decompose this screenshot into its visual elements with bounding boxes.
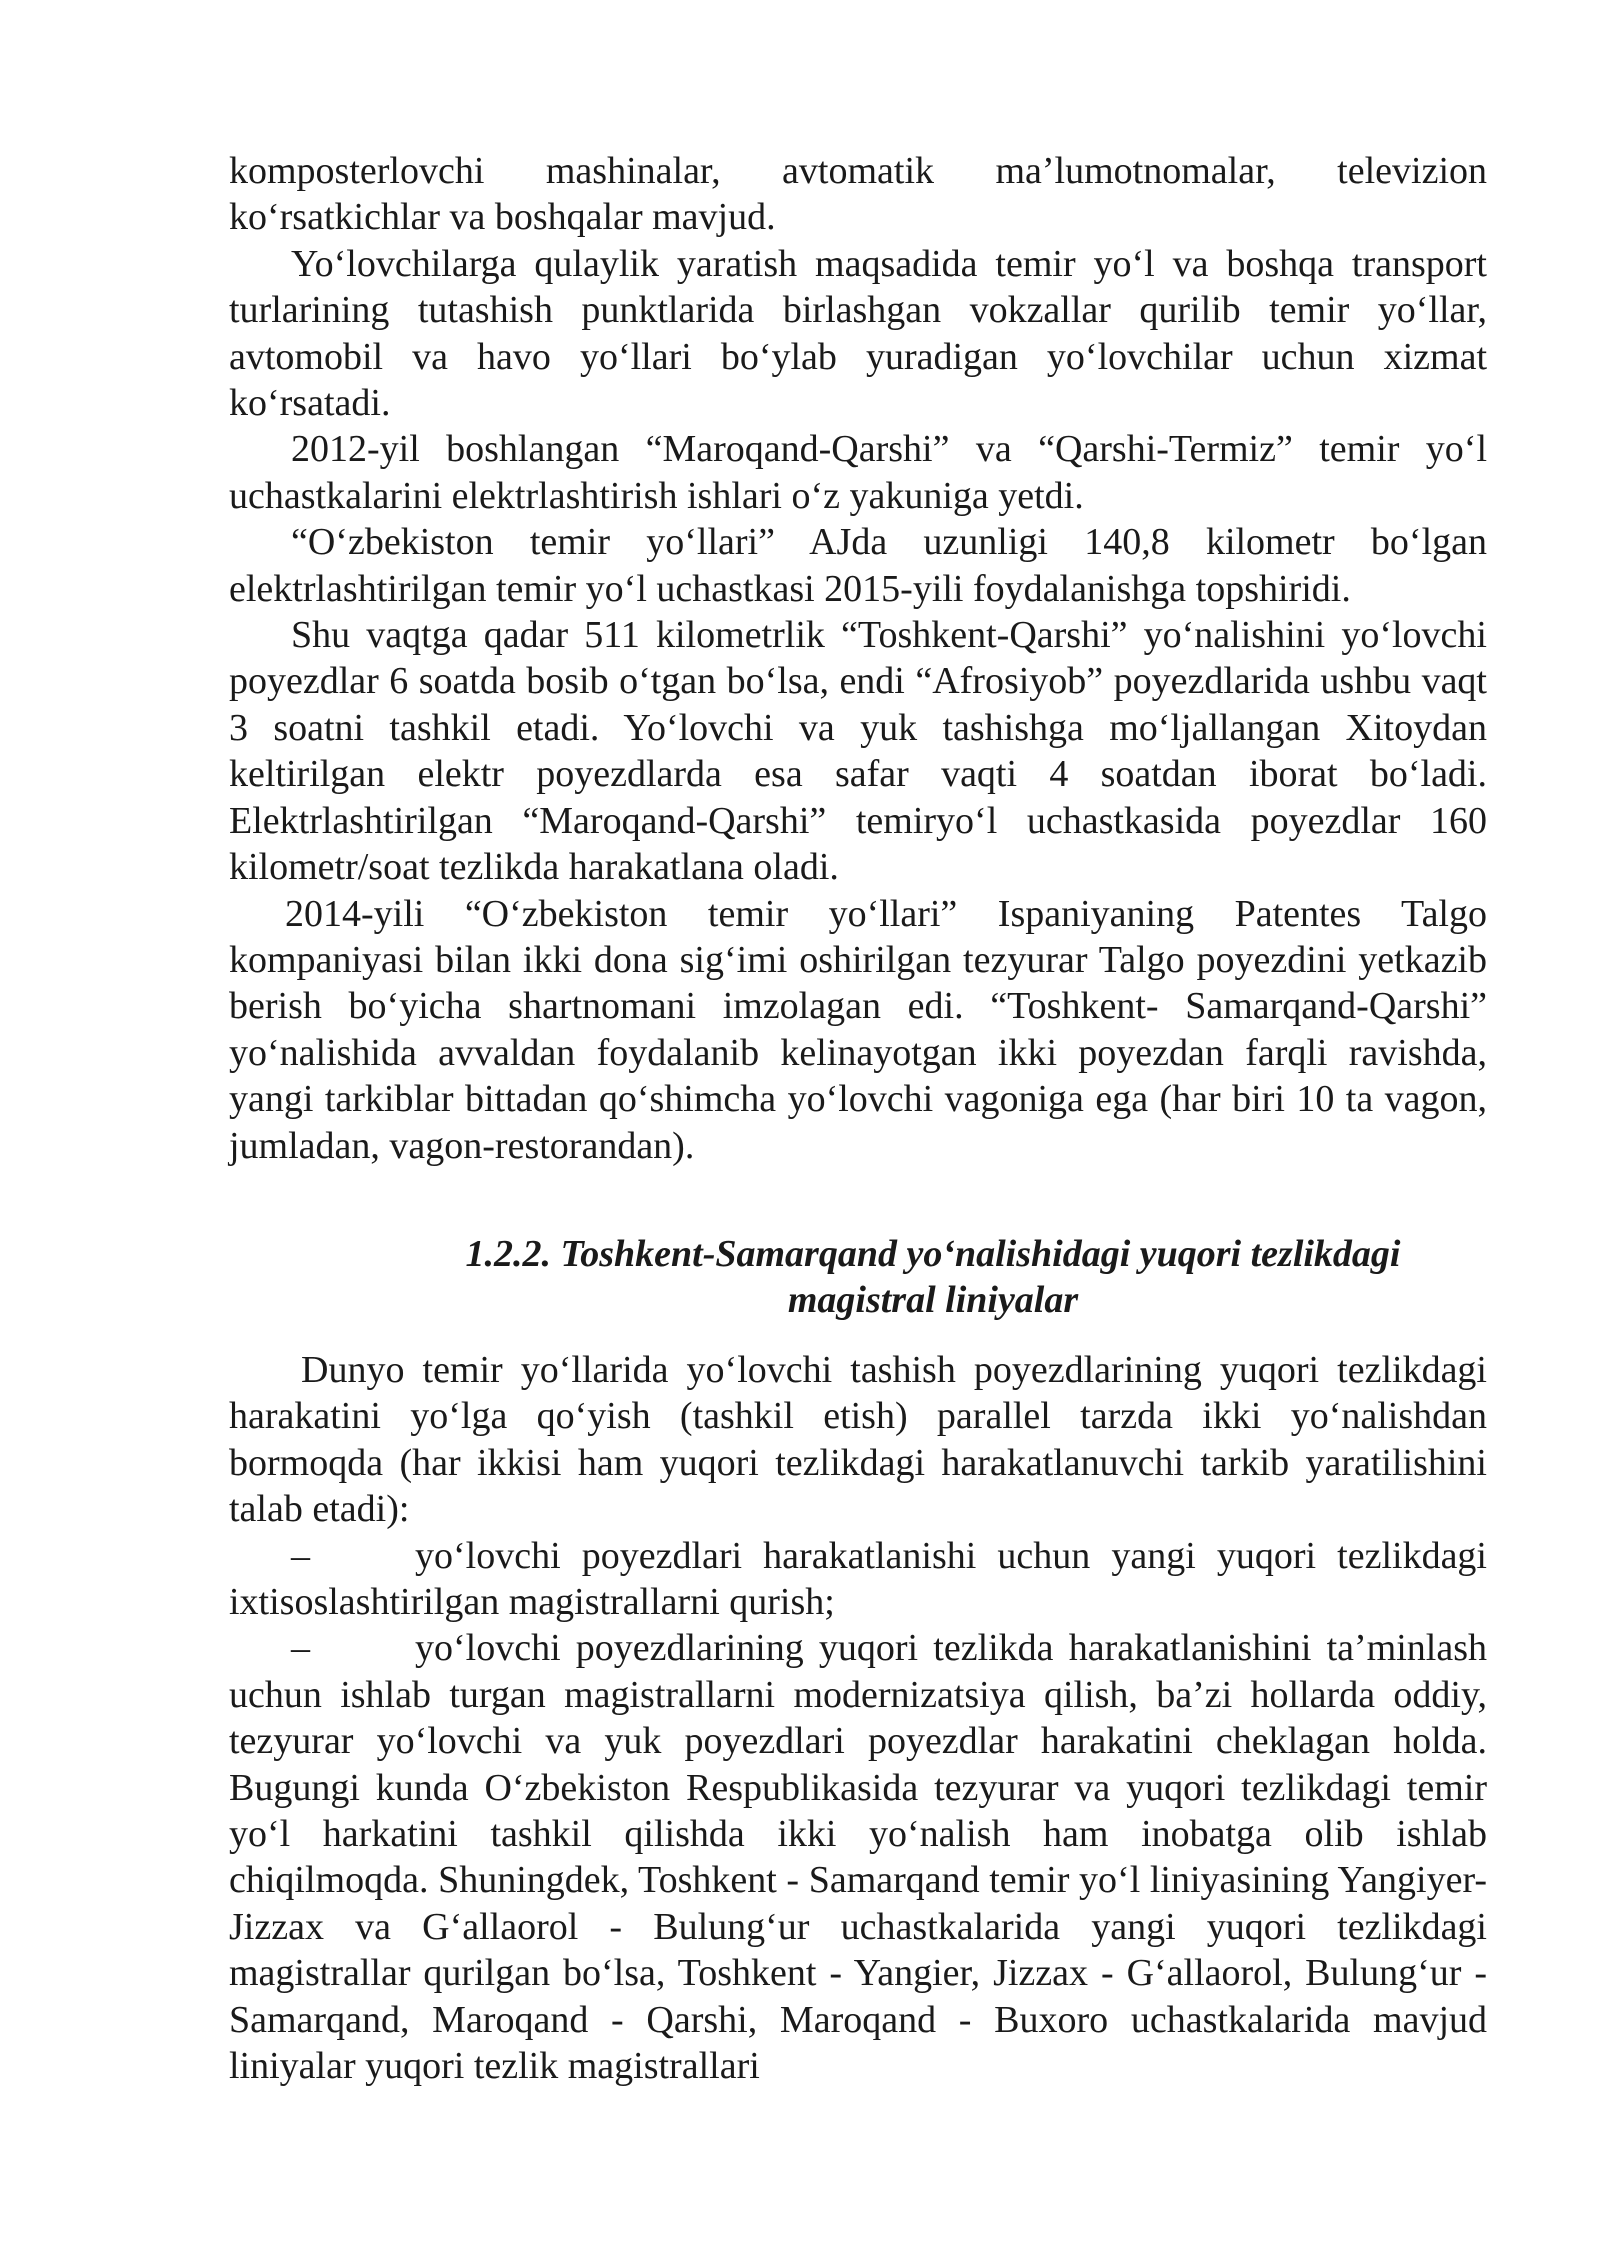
paragraph-vokzallar: Yo‘lovchilarga qulaylik yaratish maqsadida temir yo‘l va boshqa transport turlarining tutashish punktlarida birlashgan vokzallar qurilib temir yo‘llar, avtomobil va havo yo‘llari bo‘ylab yuradigan yo‘lovchilar uchun xizmat ko‘rsatadi.	[229, 242, 1487, 425]
paragraph-electrified-section-2015: “O‘zbekiston temir yo‘llari” AJda uzunligi 140,8 kilometr bo‘lgan elektrlashtirilgan temir yo‘l uchastkasi 2015-yili foydalanishga topshiridi.	[229, 521, 1487, 610]
list-item	[229, 1625, 1487, 2089]
paragraph-continuation: komposterlovchi mashinalar, avtomatik ma’lumotnomalar, televizion ko‘rsatkichlar va boshqalar mavjud.	[229, 150, 1487, 239]
paragraph-world-railways: Dunyo temir yo‘llarida yo‘lovchi tashish poyezdlarining yuqori tezlikdagi harakatini yo‘lga qo‘yish (tashkil etish) parallel tarzda ikki yo‘nalishdan bormoqda (har ikkisi ham yuqori tezlikdagi harakatlanuvchi tarkib yaratilishini talab etadi):	[229, 1348, 1487, 1531]
list-item	[229, 1533, 1487, 1626]
list-item-text: yo‘lovchi poyezdlarining yuqori tezlikda harakatlanishini ta’minlash uchun ishlab turgan magistrallarni modernizatsiya qilish, ba’zi hollarda oddiy, tezyurar yo‘lovchi va yuk poyezdlari poyezdlar harakatini cheklagan holda. Bugungi kunda O‘zbekiston Respublikasida tezyurar va yuqori tezlikdagi temir yo‘l harkatini tashkil qilishda ikki yo‘nalish ham inobatga olib ishlab chiqilmoqda. Shuningdek, Toshkent - Samarqand temir yo‘l liniyasining Yangiyer- Jizzax va G‘allaorol - Bulung‘ur uchastkalarida yangi yuqori tezlikdagi magistrallar qurilgan bo‘lsa, Toshkent - Yangier, Jizzax - G‘allaorol, Bulung‘ur - Samarqand, Maroqand - Qarshi, Maroqand - Buxoro uchastkalarida mavjud liniyalar yuqori tezlik magistrallari	[229, 1627, 1487, 2088]
section-heading-line-1: 1.2.2. Toshkent-Samarqand yo‘nalishidagi yuqori tezlikdagi	[465, 1232, 1401, 1275]
section-heading-line-2: magistral liniyalar	[787, 1278, 1079, 1321]
section-heading	[229, 1231, 1487, 1323]
document-page	[229, 148, 1487, 2089]
list-item-text: yo‘lovchi poyezdlari harakatlanishi uchun yangi yuqori tezlikdagi ixtisoslashtirilgan magistrallarni qurish;	[229, 1534, 1487, 1623]
list-dash-marker: –	[291, 1534, 310, 1577]
paragraph-travel-time: Shu vaqtga qadar 511 kilometrlik “Toshkent-Qarshi” yo‘nalishini yo‘lovchi poyezdlar 6 soatda bosib o‘tgan bo‘lsa, endi “Afrosiyob” poyezdlarida ushbu vaqt 3 soatni tashkil etadi. Yo‘lovchi va yuk tashishga mo‘ljallangan Xitoydan keltirilgan elektr poyezdlarda esa safar vaqti 4 soatdan iborat bo‘ladi. Elektrlashtirilgan “Maroqand-Qarshi” temiryo‘l uchastkasida poyezdlar 160 kilometr/soat tezlikda harakatlana oladi.	[229, 614, 1487, 889]
paragraph-electrification-2012: 2012-yil boshlangan “Maroqand-Qarshi” va “Qarshi-Termiz” temir yo‘l uchastkalarini elektrlashtirish ishlari o‘z yakuniga yetdi.	[229, 428, 1487, 517]
paragraph-talgo-contract: 2014-yili “O‘zbekiston temir yo‘llari” Ispaniyaning Patentes Talgo kompaniyasi bilan ikki dona sig‘imi oshirilgan tezyurar Talgo poyezdini yetkazib berish bo‘yicha shartnomani imzolagan edi. “Toshkent- Samarqand-Qarshi” yo‘nalishida avvaldan foydalanib kelinayotgan ikki poyezdan farqli ravishda, yangi tarkiblar bittadan qo‘shimcha yo‘lovchi vagoniga ega (har biri 10 ta vagon, jumladan, vagon-restorandan).	[229, 892, 1487, 1167]
list-dash-marker: –	[291, 1627, 310, 1670]
